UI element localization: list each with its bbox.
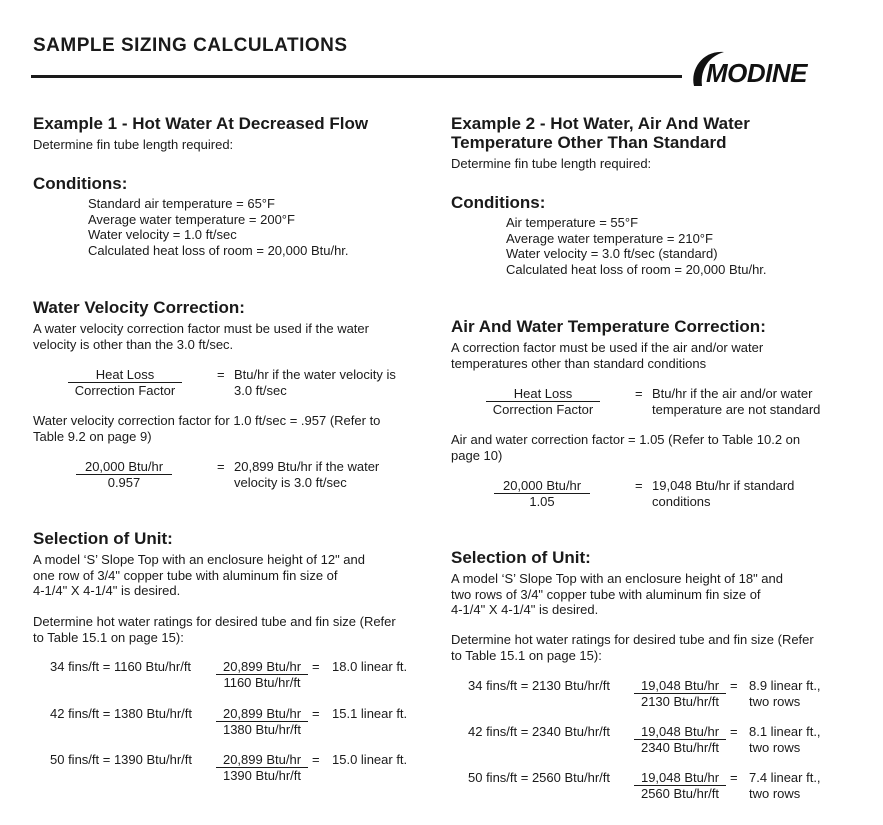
example2-formula-fraction [486,386,600,417]
rating-row-label: 50 fins/ft = 2560 Btu/hr/ft [468,770,611,785]
fraction-numerator: Heat Loss [68,367,182,383]
equals-sign: = [635,386,643,401]
condition-item: Calculated heat loss of room = 20,000 Btu/hr. [88,242,349,258]
example2-calc-fraction [494,478,590,509]
condition-item: Average water temperature = 210°F [506,230,713,246]
rating-row-result: 7.4 linear ft., two rows [749,770,821,801]
example1-calc-result: 20,899 Btu/hr if the water velocity is 3.0 ft/sec [234,459,380,490]
example1-calc-fraction [76,459,172,490]
page-title: SAMPLE SIZING CALCULATIONS [33,35,348,56]
condition-item: Calculated heat loss of room = 20,000 Btu/hr. [506,261,767,277]
brand-logo [688,46,848,92]
example1-conditions-heading: Conditions: [33,174,128,193]
rating-row-label: 34 fins/ft = 1160 Btu/hr/ft [50,659,192,674]
fraction-numerator: 20,000 Btu/hr [76,459,172,475]
example2-selection-heading: Selection of Unit: [451,548,591,567]
fraction-denominator: 1.05 [529,494,555,509]
example2-factor-text: Air and water correction factor = 1.05 (Refer to Table 10.2 on page 10) [451,432,801,463]
example2-conditions-heading: Conditions: [451,193,546,212]
example2-conditions-list [506,215,767,277]
condition-item: Water velocity = 1.0 ft/sec [88,227,237,242]
condition-item: Average water temperature = 200°F [88,211,295,227]
rating-row-fraction: 20,899 Btu/hr 1390 Btu/hr/ft [216,752,308,783]
example2-correction-text: A correction factor must be used if the air and/or water temperatures other than standard conditions [451,340,764,371]
example2-calc-result: 19,048 Btu/hr if standard conditions [652,478,795,509]
equals-sign: = [312,659,320,674]
equals-sign: = [730,678,738,693]
fraction-numerator: Heat Loss [486,386,600,402]
rating-row-label: 50 fins/ft = 1390 Btu/hr/ft [50,752,193,767]
equals-sign: = [312,706,320,721]
example1-intro: Determine fin tube length required: [33,137,234,152]
equals-sign: = [217,367,225,382]
rating-row-fraction: 20,899 Btu/hr 1380 Btu/hr/ft [216,706,308,737]
example2-formula-result: Btu/hr if the air and/or water temperature are not standard [652,386,821,417]
equals-sign: = [635,478,643,493]
condition-item: Standard air temperature = 65°F [88,196,275,211]
fraction-denominator: 0.957 [107,475,141,490]
header-rule [31,75,682,78]
brand-name: MODINE [706,57,807,88]
fraction-numerator: 20,000 Btu/hr [494,478,590,494]
rating-row-result: 15.0 linear ft. [332,752,408,767]
rating-row-label: 42 fins/ft = 2340 Btu/hr/ft [468,724,611,739]
example1-factor-text: Water velocity correction factor for 1.0 ft/sec = .957 (Refer to Table 9.2 on page 9) [33,413,381,444]
rating-row-fraction: 20,899 Btu/hr 1160 Btu/hr/ft [216,659,308,690]
condition-item: Water velocity = 3.0 ft/sec (standard) [506,246,718,261]
rating-row-fraction: 19,048 Btu/hr 2560 Btu/hr/ft [634,770,726,801]
rating-row-result: 15.1 linear ft. [332,706,408,721]
example1-heading: Example 1 - Hot Water At Decreased Flow [33,114,369,133]
example1-conditions-list [88,196,349,258]
example2-correction-heading: Air And Water Temperature Correction: [451,317,766,336]
example1-correction-text: A water velocity correction factor must be used if the water velocity is other than the 3.0 ft/sec. [33,321,369,352]
example1-selection-heading: Selection of Unit: [33,529,173,548]
equals-sign: = [217,459,225,474]
fraction-denominator: Correction Factor [74,383,176,398]
equals-sign: = [730,770,738,785]
example1-selection-text: A model ‘S’ Slope Top with an enclosure height of 12" and one row of 3/4" copper tube with aluminum fin size of 4-1/4" X 4-1/4" is desired. [33,552,366,598]
example1-formula-fraction [68,367,182,398]
rating-row-result: 8.9 linear ft., two rows [749,678,821,709]
example2-heading: Example 2 - Hot Water, Air And Water Temperature Other Than Standard [451,114,750,152]
rating-row-result: 18.0 linear ft. [332,659,408,674]
example2-selection-text: A model ‘S’ Slope Top with an enclosure height of 18" and two rows of 3/4" copper tube with aluminum fin size of 4-1/4" X 4-1/4" is desired. [451,571,784,617]
example2-ratings-text: Determine hot water ratings for desired tube and fin size (Refer to Table 15.1 on page 15): [451,632,814,663]
equals-sign: = [312,752,320,767]
fraction-denominator: Correction Factor [492,402,594,417]
equals-sign: = [730,724,738,739]
rating-row-label: 42 fins/ft = 1380 Btu/hr/ft [50,706,193,721]
example1-correction-heading: Water Velocity Correction: [33,298,245,317]
rating-row-result: 8.1 linear ft., two rows [749,724,821,755]
condition-item: Air temperature = 55°F [506,215,639,230]
rating-row-label: 34 fins/ft = 2130 Btu/hr/ft [468,678,611,693]
example1-ratings-text: Determine hot water ratings for desired tube and fin size (Refer to Table 15.1 on page 15): [33,614,396,645]
rating-row-fraction: 19,048 Btu/hr 2130 Btu/hr/ft [634,678,726,709]
example1-formula-result: Btu/hr if the water velocity is 3.0 ft/sec [234,367,396,398]
rating-row-fraction: 19,048 Btu/hr 2340 Btu/hr/ft [634,724,726,755]
example2-intro: Determine fin tube length required: [451,156,652,171]
